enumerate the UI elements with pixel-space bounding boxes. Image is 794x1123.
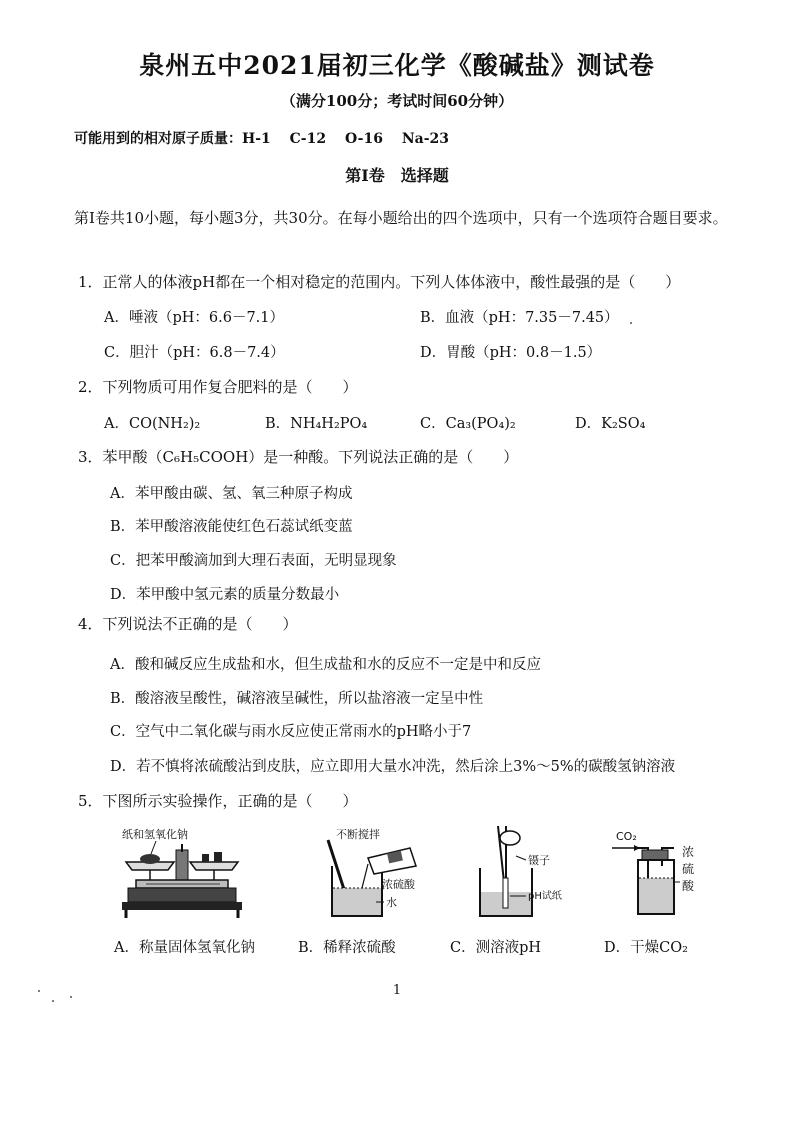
question-4-option-c: C．空气中二氧化碳与雨水反应使正常雨水的pH略小于7 bbox=[110, 724, 472, 740]
question-2-option-b: B．NH₄H₂PO₄ bbox=[265, 416, 368, 432]
question-3-option-c: C．把苯甲酸滴加到大理石表面，无明显现象 bbox=[110, 553, 397, 569]
question-2-stem: 2．下列物质可用作复合肥料的是（ ） bbox=[78, 378, 358, 396]
question-4-option-a: A．酸和碱反应生成盐和水，但生成盐和水的反应不一定是中和反应 bbox=[110, 657, 541, 673]
atomic-masses: 可能用到的相对原子质量：H-1 C-12 O-16 Na-23 bbox=[74, 131, 449, 147]
question-1-option-a: A．唾液（pH：6.6－7.1） bbox=[104, 310, 285, 326]
question-5-stem: 5．下图所示实验操作，正确的是（ ） bbox=[78, 792, 358, 810]
page-number: 1 bbox=[392, 983, 402, 998]
question-3-stem: 3．苯甲酸（C₆H₅COOH）是一种酸。下列说法正确的是（ ） bbox=[78, 448, 519, 466]
question-5-option-a: A．称量固体氢氧化钠 bbox=[114, 940, 255, 956]
question-1-option-c: C．胆汁（pH：6.8－7.4） bbox=[104, 345, 285, 361]
question-1-option-b: B．血液（pH：7.35－7.45） bbox=[420, 310, 619, 326]
question-4-option-d: D．若不慎将浓硫酸沾到皮肤，应立即用大量水冲洗，然后涂上3%～5%的碳酸氢钠溶液 bbox=[110, 759, 676, 775]
question-2-option-a: A．CO(NH₂)₂ bbox=[104, 416, 201, 432]
question-4-option-b: B．酸溶液呈酸性，碱溶液呈碱性，所以盐溶液一定呈中性 bbox=[110, 691, 484, 707]
question-3-option-a: A．苯甲酸由碳、氢、氧三种原子构成 bbox=[110, 486, 353, 502]
figure-b-water-label: 水 bbox=[386, 896, 397, 909]
scan-speck bbox=[70, 996, 72, 998]
figure-b-stir-label: 不断搅拌 bbox=[336, 828, 380, 841]
figure-c-tweezers-label: 镊子 bbox=[528, 854, 550, 867]
question-2-option-c: C．Ca₃(PO₄)₂ bbox=[420, 416, 516, 432]
scan-speck bbox=[38, 990, 40, 992]
question-1-option-d: D．胃酸（pH：0.8－1.5） bbox=[420, 345, 602, 361]
scan-speck bbox=[52, 1000, 54, 1002]
figure-d-drying bbox=[608, 826, 708, 922]
section-title: 第I卷 选择题 bbox=[345, 166, 449, 185]
figure-b-dilution bbox=[318, 826, 438, 922]
figure-d-acid-label-2: 硫 bbox=[682, 862, 695, 876]
question-2-option-d: D．K₂SO₄ bbox=[575, 416, 646, 432]
page-title: 泉州五中2021届初三化学《酸碱盐》测试卷 bbox=[139, 51, 655, 80]
figure-a-label: 纸和氢氧化钠 bbox=[122, 828, 188, 841]
scan-speck bbox=[630, 322, 632, 324]
question-4-stem: 4．下列说法不正确的是（ ） bbox=[78, 615, 298, 633]
question-3-option-d: D．苯甲酸中氢元素的质量分数最小 bbox=[110, 587, 340, 603]
section-intro: 第Ⅰ卷共10小题，每小题3分，共30分。在每小题给出的四个选项中，只有一个选项符合题目要求。 bbox=[74, 209, 728, 227]
figure-d-gas-label: CO₂ bbox=[616, 830, 637, 843]
question-3-option-b: B．苯甲酸溶液能使红色石蕊试纸变蓝 bbox=[110, 519, 353, 535]
figure-d-acid-label-3: 酸 bbox=[682, 879, 695, 893]
exam-subtitle: （满分100分；考试时间60分钟） bbox=[280, 92, 514, 110]
figure-c-ph-test bbox=[470, 822, 580, 922]
figure-d-acid-label-1: 浓 bbox=[682, 845, 695, 859]
figure-c-paper-label: pH试纸 bbox=[528, 891, 562, 902]
question-5-option-c: C．测溶液pH bbox=[450, 940, 542, 956]
question-5-option-b: B．稀释浓硫酸 bbox=[298, 940, 396, 956]
figure-a-balance bbox=[116, 826, 246, 922]
figure-b-acid-label: 浓硫酸 bbox=[382, 878, 415, 891]
question-1-stem: 1．正常人的体液pH都在一个相对稳定的范围内。下列人体体液中，酸性最强的是（ ） bbox=[78, 273, 681, 291]
question-5-option-d: D．干燥CO₂ bbox=[604, 940, 688, 956]
